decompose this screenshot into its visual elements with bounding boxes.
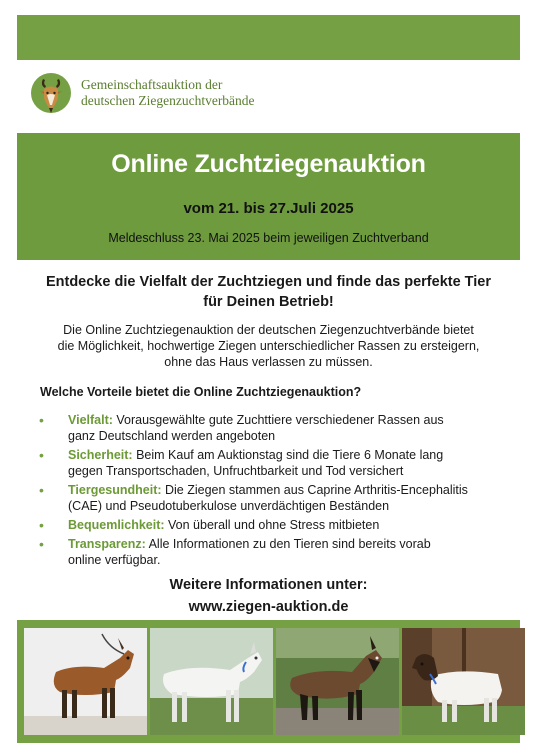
logo xyxy=(31,72,255,114)
benefit-label: Tiergesundheit: xyxy=(68,483,162,497)
benefit-item-transparenz xyxy=(36,536,506,568)
benefit-text: Vorausgewählte gute Zuchttiere verschiedener Rassen aus xyxy=(112,413,444,427)
goat-photo-strip xyxy=(17,620,520,743)
benefits-question: Welche Vorteile bietet die Online Zuchtziegenauktion? xyxy=(40,385,362,399)
page-title: Online Zuchtziegenauktion xyxy=(111,150,426,178)
logo-text xyxy=(81,77,255,109)
benefit-item-vielfalt xyxy=(36,412,506,444)
benefit-item-tiergesundheit xyxy=(36,482,506,514)
goat-photo-3 xyxy=(276,628,399,735)
title-banner xyxy=(17,133,520,260)
intro-paragraph xyxy=(20,322,517,370)
benefit-label: Vielfalt: xyxy=(68,413,113,427)
goat-photo-4 xyxy=(402,628,525,735)
benefit-text-cont: gegen Transportschaden, Unfruchtbarkeit und Tod versichert xyxy=(68,464,404,478)
goat-photo-2 xyxy=(150,628,273,735)
benefits-list xyxy=(36,412,506,571)
benefit-label: Sicherheit: xyxy=(68,448,133,462)
intro-line-2: die Möglichkeit, hochwertige Ziegen unterschiedlicher Rassen zu ersteigern, xyxy=(57,339,480,353)
top-green-bar xyxy=(17,15,520,60)
benefit-text: Alle Informationen zu den Tieren sind bereits vorab xyxy=(145,537,431,551)
benefit-label: Transparenz: xyxy=(68,537,146,551)
headline xyxy=(20,272,517,312)
auction-dates: vom 21. bis 27.Juli 2025 xyxy=(183,200,354,217)
benefit-text-cont: ganz Deutschland werden angeboten xyxy=(68,429,276,443)
benefit-item-bequemlichkeit xyxy=(36,517,506,533)
goat-head-icon xyxy=(31,73,71,113)
benefit-text: Die Ziegen stammen aus Caprine Arthritis-Encephalitis xyxy=(161,483,468,497)
logo-line-1: Gemeinschaftsauktion der xyxy=(81,77,223,92)
more-info xyxy=(20,574,517,618)
goat-photo-1 xyxy=(24,628,147,735)
website-link[interactable]: www.ziegen-auktion.de xyxy=(188,599,349,615)
intro-line-3: ohne das Haus verlassen zu müssen. xyxy=(164,355,373,369)
benefit-label: Bequemlichkeit: xyxy=(68,518,165,532)
headline-line-2: für Deinen Betrieb! xyxy=(203,294,334,310)
benefit-text: Beim Kauf am Auktionstag sind die Tiere 6 Monate lang xyxy=(132,448,444,462)
logo-line-2: deutschen Ziegenzuchtverbände xyxy=(81,93,255,108)
benefit-text-cont: (CAE) und Pseudotuberkulose unverdächtigen Beständen xyxy=(68,499,390,513)
benefit-item-sicherheit xyxy=(36,447,506,479)
more-info-label: Weitere Informationen unter: xyxy=(169,577,368,593)
benefit-text-cont: online verfügbar. xyxy=(68,553,161,567)
headline-line-1: Entdecke die Vielfalt der Zuchtziegen und finde das perfekte Tier xyxy=(45,274,492,290)
registration-deadline: Meldeschluss 23. Mai 2025 beim jeweiligen Zuchtverband xyxy=(108,231,429,245)
benefit-text: Von überall und ohne Stress mitbieten xyxy=(164,518,380,532)
intro-line-1: Die Online Zuchtziegenauktion der deutschen Ziegenzuchtverbände bietet xyxy=(63,323,474,337)
